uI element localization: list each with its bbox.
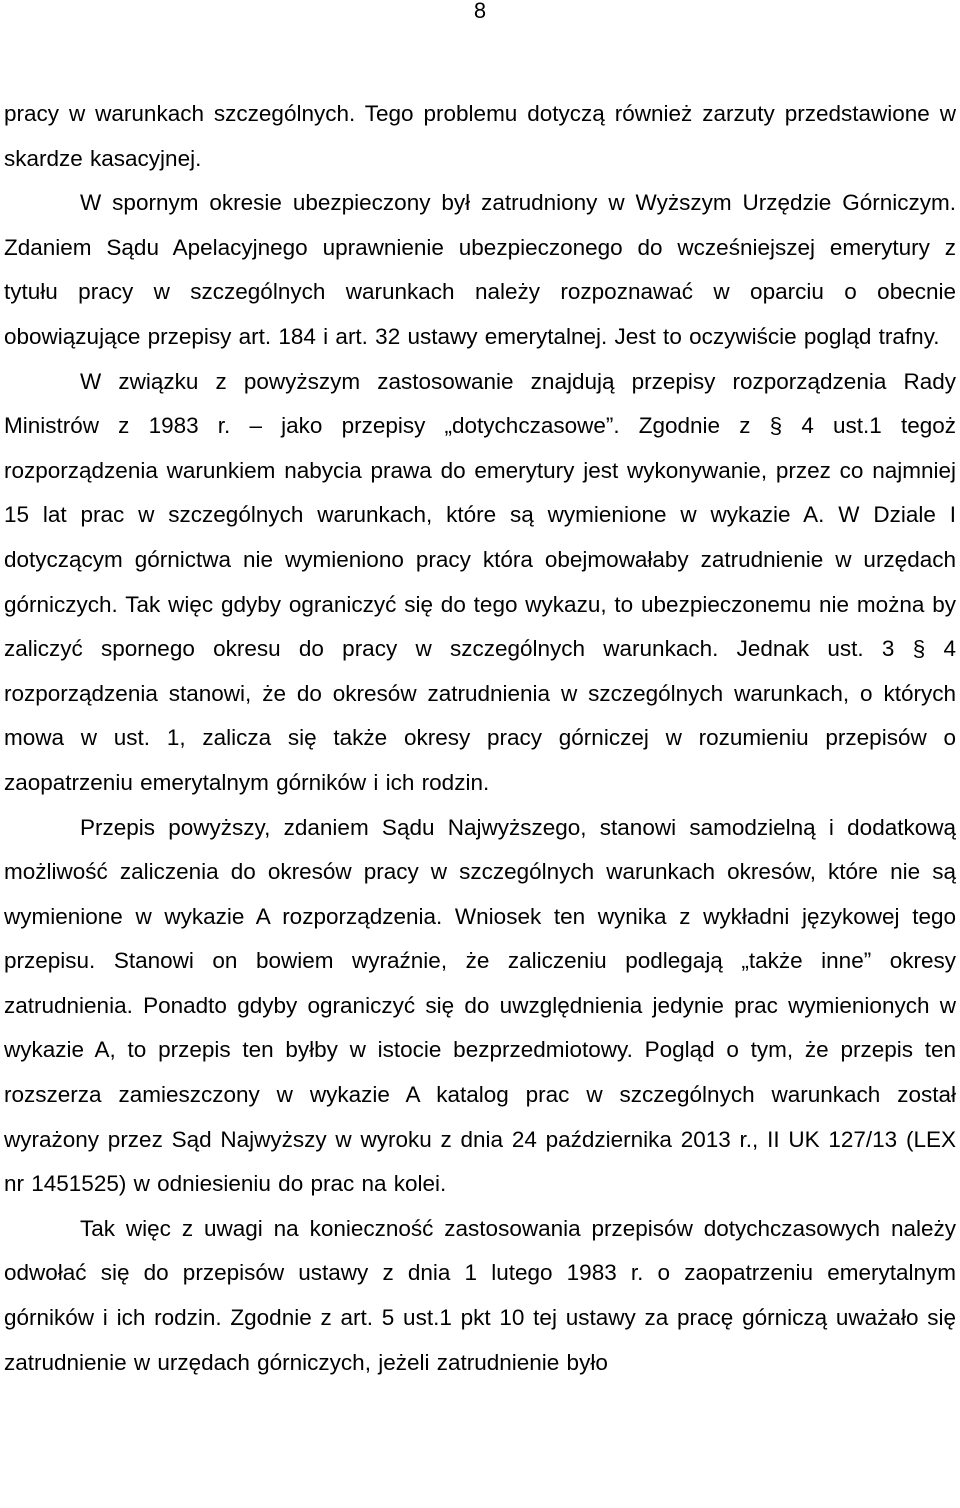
paragraph-3: W związku z powyższym zastosowanie znajdują przepisy rozporządzenia Rady Ministrów z 1983 r. – jako przepisy „dotychczasowe”. Zgodnie z § 4 ust.1 tegoż rozporządzenia warunkiem nabycia prawa do emerytury jest wykonywanie, przez co najmniej 15 lat prac w szczególnych warunkach, które są wymienione w wykazie A. W Dziale I dotyczącym górnictwa nie wymieniono pracy która obejmowałaby zatrudnienie w urzędach górniczych. Tak więc gdyby ograniczyć się do tego wykazu, to ubezpieczonemu nie można by zaliczyć spornego okresu do pracy w szczególnych warunkach. Jednak ust. 3 § 4 rozporządzenia stanowi, że do okresów zatrudnienia w szczególnych warunkach, o których mowa w ust. 1, zalicza się także okresy pracy górniczej w rozumieniu przepisów o zaopatrzeniu emerytalnym górników i ich rodzin. xyxy=(4,368,956,795)
paragraph-5: Tak więc z uwagi na konieczność zastosowania przepisów dotychczasowych należy odwołać się do przepisów ustawy z dnia 1 lutego 1983 r. o zaopatrzeniu emerytalnym górników i ich rodzin. Zgodnie z art. 5 ust.1 pkt 10 tej ustawy za pracę górniczą uważało się zatrudnienie w urzędach górniczych, jeżeli zatrudnienie było xyxy=(4,1215,956,1375)
paragraph-4: Przepis powyższy, zdaniem Sądu Najwyższego, stanowi samodzielną i dodatkową możliwość zaliczenia do okresów pracy w szczególnych warunkach okresów, które nie są wymienione w wykazie A rozporządzenia. Wniosek ten wynika z wykładni językowej tego przepisu. Stanowi on bowiem wyraźnie, że zaliczeniu podlegają „także inne” okresy zatrudnienia. Ponadto gdyby ograniczyć się do uwzględnienia jedynie prac wymienionych w wykazie A, to przepis ten byłby w istocie bezprzedmiotowy. Pogląd o tym, że przepis ten rozszerza zamieszczony w wykazie A katalog prac w szczególnych warunkach został wyrażony przez Sąd Najwyższy w wyroku z dnia 24 października 2013 r., II UK 127/13 (LEX nr 1451525) w odniesieniu do prac na kolei. xyxy=(4,814,956,1197)
paragraph-1: pracy w warunkach szczególnych. Tego problemu dotyczą również zarzuty przedstawione w skardze kasacyjnej. xyxy=(4,101,956,171)
page-number: 8 xyxy=(473,0,487,23)
paragraph-2: W spornym okresie ubezpieczony był zatrudniony w Wyższym Urzędzie Górniczym. Zdaniem Sądu Apelacyjnego uprawnienie ubezpieczonego do wcześniejszej emerytury z tytułu pracy w szczególnych warunkach należy rozpoznawać w oparciu o obecnie obowiązujące przepisy art. 184 i art. 32 ustawy emerytalnej. Jest to oczywiście pogląd trafny. xyxy=(4,190,956,349)
document-body xyxy=(4,92,956,1385)
